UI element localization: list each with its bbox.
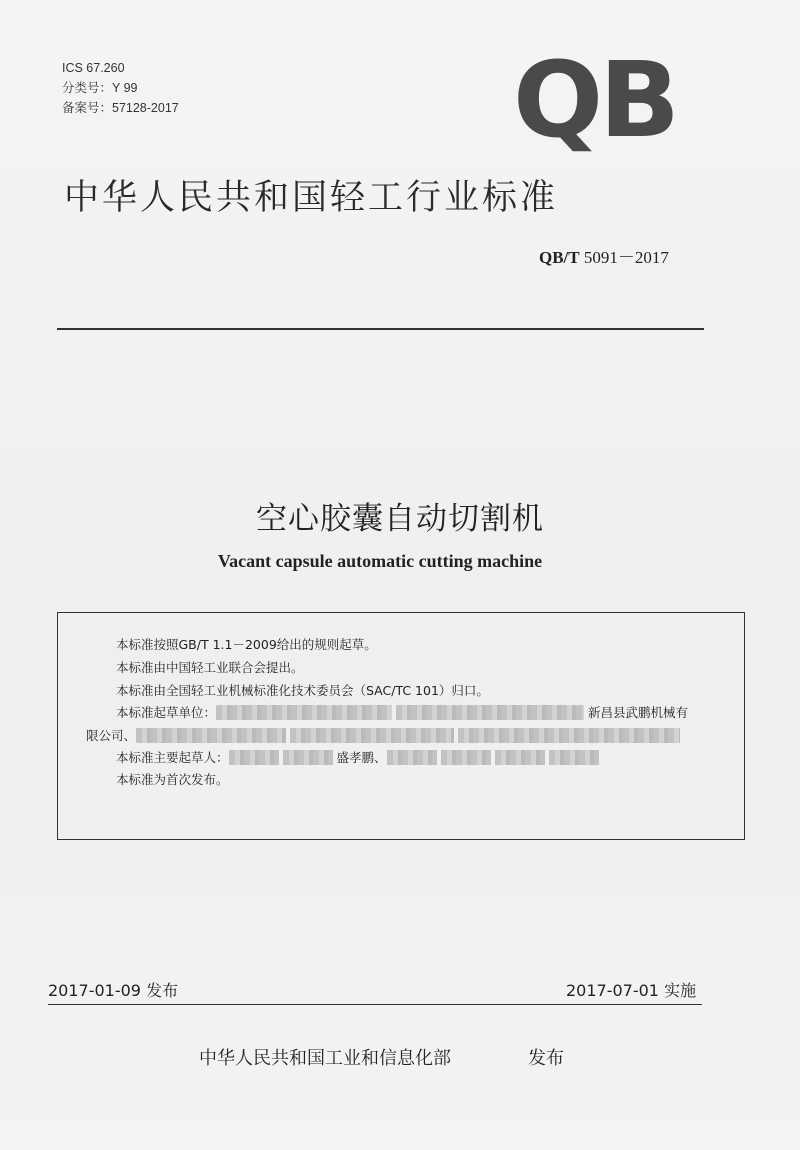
foreword-line-drafting-units bbox=[116, 703, 688, 721]
drafters-label: 本标准主要起草人： bbox=[116, 750, 229, 765]
drafting-units-label: 本标准起草单位： bbox=[116, 705, 217, 720]
redacted-text bbox=[229, 750, 279, 765]
drafting-unit-suffix: 限公司、 bbox=[86, 728, 137, 743]
header-divider bbox=[57, 328, 704, 330]
foreword-line: 本标准由全国轻工业机械标准化技术委员会（SAC/TC 101）归口。 bbox=[116, 683, 489, 698]
redacted-text bbox=[458, 728, 680, 743]
document-title-chinese: 空心胶囊自动切割机 bbox=[256, 501, 544, 537]
foreword-box bbox=[57, 612, 745, 840]
foreword-line: 本标准由中国轻工业联合会提出。 bbox=[116, 660, 304, 675]
drafting-unit-name: 新昌县武鹏机械有 bbox=[588, 705, 689, 720]
foreword-line-drafting-units-cont bbox=[86, 726, 684, 744]
issuing-action: 发布 bbox=[528, 1048, 564, 1069]
redacted-text bbox=[396, 705, 584, 720]
redacted-text bbox=[290, 728, 454, 743]
standard-category-title: 中华人民共和国轻工行业标准 bbox=[64, 178, 559, 218]
document-title-english: Vacant capsule automatic cutting machine bbox=[217, 551, 543, 571]
redacted-text bbox=[549, 750, 599, 765]
filing-number: 备案号：57128-2017 bbox=[62, 101, 179, 115]
foreword-line: 本标准按照GB/T 1.1－2009给出的规则起草。 bbox=[116, 637, 377, 652]
redacted-text bbox=[283, 750, 333, 765]
standard-code bbox=[539, 243, 669, 268]
foreword-line: 本标准为首次发布。 bbox=[116, 772, 229, 787]
ics-code: ICS 67.260 bbox=[62, 61, 125, 75]
redacted-text bbox=[495, 750, 545, 765]
standard-code-prefix: QB/T bbox=[539, 248, 580, 267]
standard-code-number: 5091－2017 bbox=[579, 248, 669, 267]
redacted-text bbox=[216, 705, 392, 720]
document-metadata bbox=[62, 58, 179, 118]
redacted-text bbox=[387, 750, 437, 765]
classification-number: 分类号：Y 99 bbox=[62, 81, 138, 95]
publish-date: 2017-01-09 发布 bbox=[48, 981, 179, 1000]
implement-date: 2017-07-01 实施 bbox=[566, 981, 697, 1000]
footer-divider bbox=[48, 1004, 702, 1005]
redacted-text bbox=[136, 728, 286, 743]
issuing-authority: 中华人民共和国工业和信息化部 bbox=[199, 1048, 451, 1069]
drafter-name: 盛孝鹏、 bbox=[336, 750, 387, 765]
qb-logo: QB bbox=[513, 39, 676, 161]
redacted-text bbox=[441, 750, 491, 765]
foreword-line-drafters bbox=[116, 748, 603, 766]
